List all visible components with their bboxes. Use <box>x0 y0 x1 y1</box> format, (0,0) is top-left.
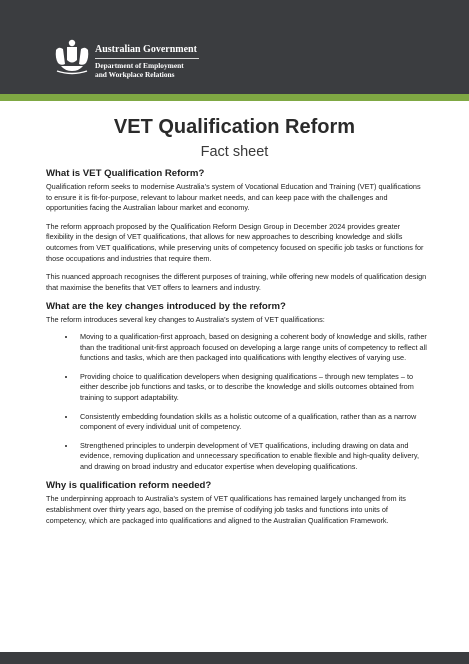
paragraph: Qualification reform seeks to modernise Australia’s system of Vocational Education and Training (VET) qualifications to ensure it is fit-for-purpose, relevant to labour market needs, and can keep pace with the challenges and opportunities facing the Australian labour market and economy. <box>46 182 421 213</box>
page-header <box>0 0 469 94</box>
key-changes-list <box>46 332 428 473</box>
list-item: • Moving to a qualification-first approach, based on designing a coherent body of knowledge and skills, rather than the traditional unit-first approach focused on developing a large range units of competency to reflect all functions and tasks, which are then packaged into qualifications with lengthy electives of varying use. <box>76 332 428 364</box>
document-body <box>46 168 428 534</box>
government-wordmark <box>95 44 199 79</box>
section-why-needed <box>46 480 428 526</box>
section-key-changes <box>46 301 428 472</box>
document-title: VET Qualification Reform <box>113 116 356 138</box>
page-footer-band <box>0 652 469 664</box>
accent-band <box>0 94 469 101</box>
department-name-line1: Department of Employment <box>95 61 184 70</box>
section-heading: Why is qualification reform needed? <box>46 480 212 492</box>
list-item: • Strengthened principles to underpin development of VET qualifications, including drawing on data and evidence, removing duplication and unnecessary specification to enable flexible and high-quality delivery, and drawing on broad industry and educator expertise when developing qualifications. <box>76 441 428 473</box>
paragraph: The reform introduces several key changes to Australia’s system of VET qualifications: <box>46 315 325 325</box>
section-heading: What are the key changes introduced by the reform? <box>46 301 286 313</box>
coat-of-arms-logo <box>52 38 92 76</box>
paragraph: This nuanced approach recognises the different purposes of training, while offering new models of qualification design that maximise the benefits that VET offers to learners and industry. <box>46 272 427 292</box>
list-item: • Consistently embedding foundation skills as a holistic outcome of a qualification, rather than as a narrow component of every individual unit of competency. <box>76 412 428 433</box>
wordmark-divider <box>95 58 199 59</box>
section-what-is-reform <box>46 168 428 293</box>
paragraph: The reform approach proposed by the Qualification Reform Design Group in December 2024 provides greater flexibility in the design of VET qualifications, that allows for new approaches to describing knowledge and skills outcomes from VET qualifications, while preserving units of competency focused on specific job tasks or functions for those occupations and industries that require them. <box>46 221 424 263</box>
department-name-line2: and Workplace Relations <box>95 70 175 79</box>
document-subtitle: Fact sheet <box>200 144 269 160</box>
paragraph: The underpinning approach to Australia’s system of VET qualifications has remained largely unchanged from its establishment over thirty years ago, based on the premise of codifying job tasks and functions into units of competency, which are packaged into qualifications and aligned to the Australian Qualification Framework. <box>46 494 406 525</box>
section-heading: What is VET Qualification Reform? <box>46 168 205 179</box>
government-name: Australian Government <box>95 44 197 55</box>
list-item: • Providing choice to qualification developers when designing qualifications – through new templates – to either describe job functions and tasks, or to describe the knowledge and skills outcomes obtained from training to support adaptability. <box>76 372 428 404</box>
